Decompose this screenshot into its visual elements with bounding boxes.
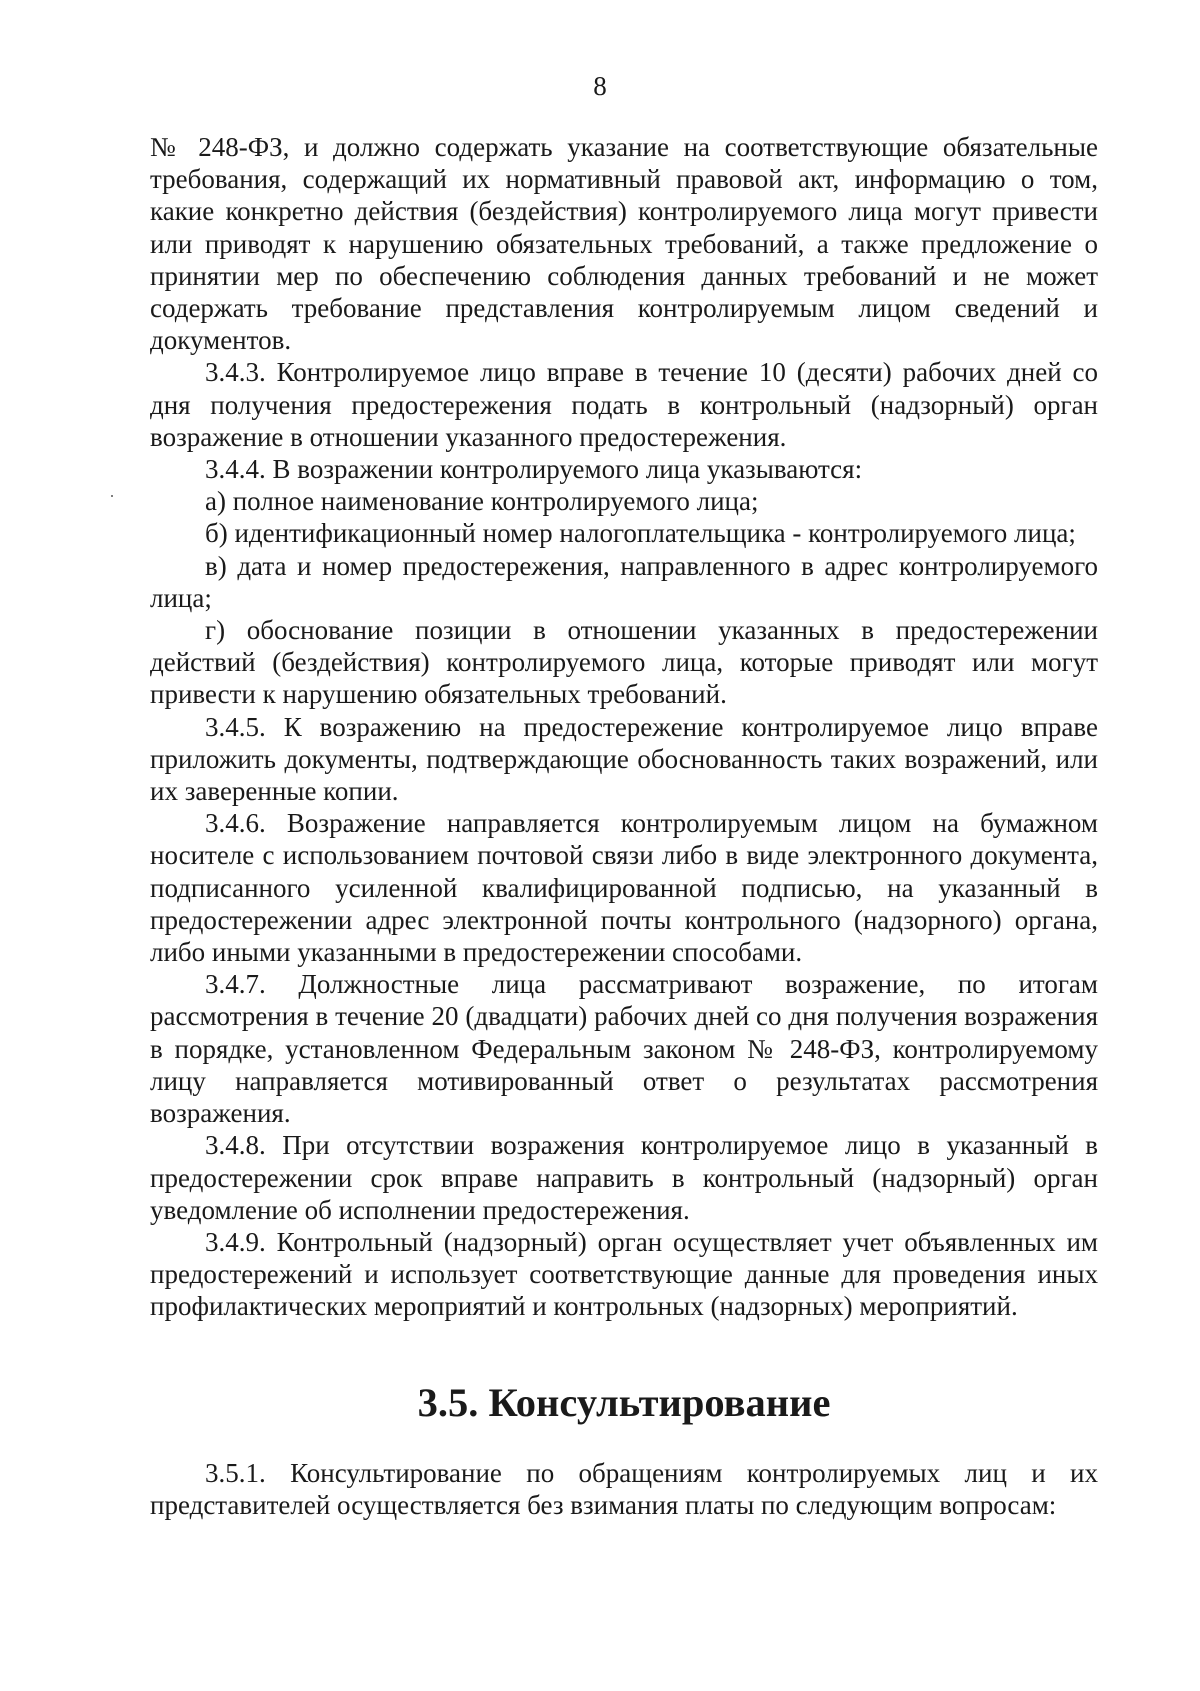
paragraph-3-4-6: 3.4.6. Возражение направляется контролируемым лицом на бумажном носителе с использованием почтовой связи либо в виде электронного документа, подписанного усиленной квалифицированной подписью, на указанный в предостережении адрес электронной почты контрольного (надзорного) органа, либо иными указанными в предостережении способами. [150, 808, 1098, 968]
list-item-a: а) полное наименование контролируемого лица; [205, 486, 759, 517]
scan-speck [111, 495, 113, 497]
list-item-b: б) идентификационный номер налогоплательщика - контролируемого лица; [205, 518, 1076, 549]
paragraph-3-4-4: 3.4.4. В возражении контролируемого лица указываются: [205, 454, 863, 485]
paragraph-3-4-8: 3.4.8. При отсутствии возражения контролируемое лицо в указанный в предостережении срок вправе направить в контрольный (надзорный) орган уведомление об исполнении предостережения. [150, 1130, 1098, 1225]
page-number: 8 [593, 71, 607, 101]
paragraph-3-4-5: 3.4.5. К возражению на предостережение контролируемое лицо вправе приложить документы, подтверждающие обоснованность таких возражений, или их заверенные копии. [150, 711, 1098, 807]
section-heading: 3.5. Консультирование [417, 1379, 831, 1425]
list-item-v: в) дата и номер предостережения, направленного в адрес контролируемого лица; [150, 550, 1098, 613]
paragraph-3-4-7: 3.4.7. Должностные лица рассматривают возражение, по итогам рассмотрения в течение 20 (двадцати) рабочих дней со дня получения возражения в порядке, установленном Федеральным законом № 248-ФЗ, контролируемому лицу направляется мотивированный ответ о результатах рассмотрения возражения. [150, 969, 1098, 1129]
document-body [150, 131, 1098, 1521]
list-item-g: г) обоснование позиции в отношении указанных в предостережении действий (бездействия) контролируемого лица, которые приводят или могут привести к нарушению обязательных требований. [150, 615, 1098, 710]
paragraph-continuation: № 248-ФЗ, и должно содержать указание на соответствующие обязательные требования, содержащий их нормативный правовой акт, информацию о том, какие конкретно действия (бездействия) контролируемого лица могут привести или приводят к нарушению обязательных требований, а также предложение о принятии мер по обеспечению соблюдения данных требований и не может содержать требование представления контролируемым лицом сведений и документов. [150, 132, 1098, 356]
paragraph-3-4-9: 3.4.9. Контрольный (надзорный) орган осуществляет учет объявленных им предостережений и использует соответствующие данные для проведения иных профилактических мероприятий и контрольных (надзорных) мероприятий. [150, 1226, 1098, 1322]
paragraph-3-4-3: 3.4.3. Контролируемое лицо вправе в течение 10 (десяти) рабочих дней со дня получения предостережения подать в контрольный (надзорный) орган возражение в отношении указанного предостережения. [150, 357, 1098, 452]
paragraph-3-5-1: 3.5.1. Консультирование по обращениям контролируемых лиц и их представителей осуществляется без взимания платы по следующим вопросам: [150, 1457, 1098, 1520]
